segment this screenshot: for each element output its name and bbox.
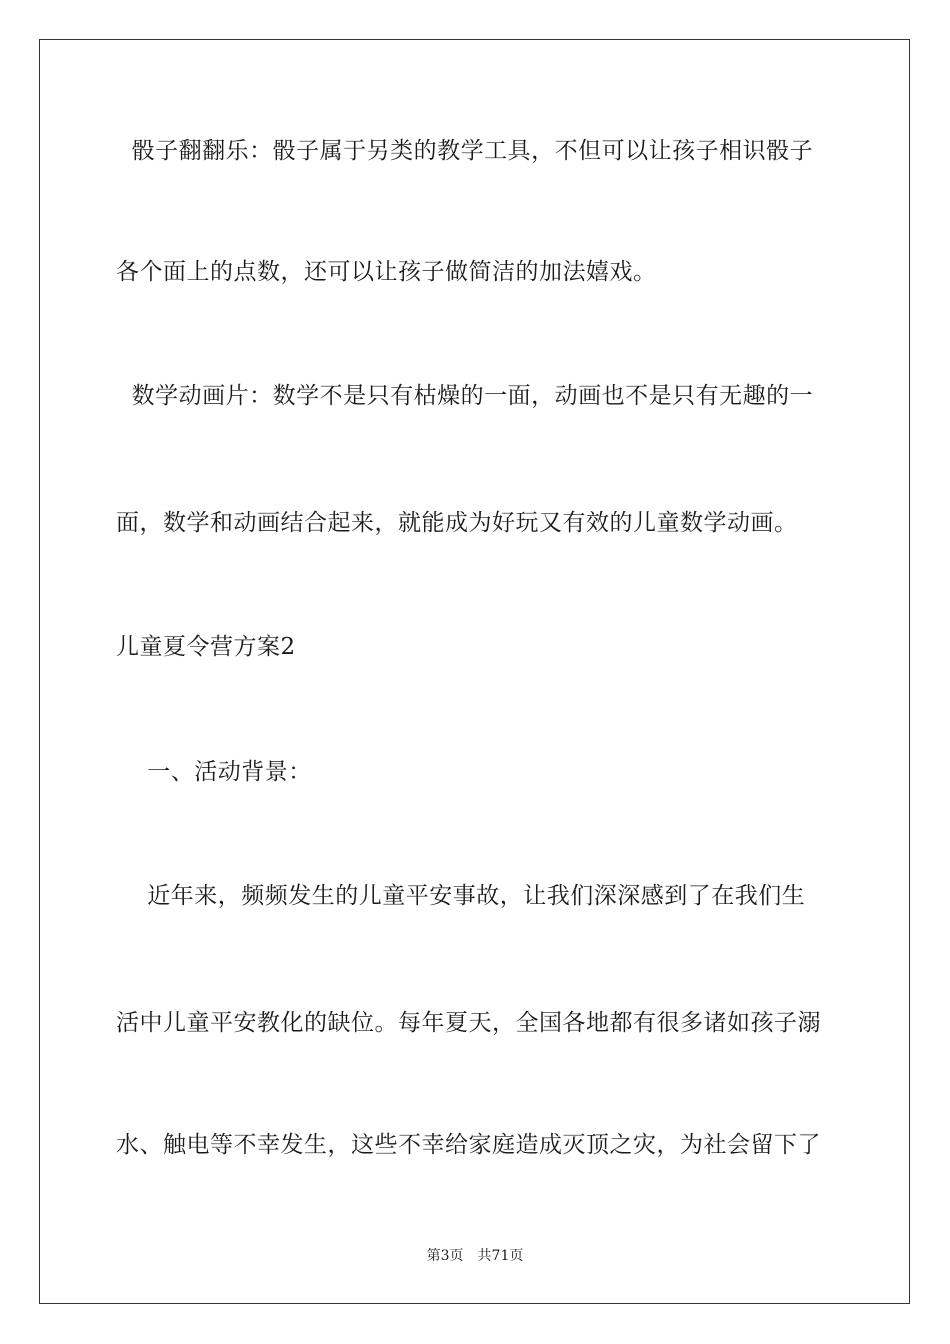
paragraph-line: 骰子翻翻乐：骰子属于另类的教学工具，不但可以让孩子相识骰子 [116,138,814,164]
paragraph-line: 面，数学和动画结合起来，就能成为好玩又有效的儿童数学动画。 [116,510,798,536]
page-border [39,39,910,1304]
paragraph-line: 活中儿童平安教化的缺位。每年夏天，全国各地都有很多诸如孩子溺 [116,1010,821,1036]
page-footer [0,1247,950,1265]
page-number: 第3页 [426,1248,464,1264]
paragraph-line: 数学动画片：数学不是只有枯燥的一面，动画也不是只有无趣的一 [116,383,814,409]
paragraph-line: 各个面上的点数，还可以让孩子做简洁的加法嬉戏。 [116,259,657,285]
paragraph-line: 水、触电等不幸发生，这些不幸给家庭造成灭顶之灾，为社会留下了 [116,1132,821,1158]
paragraph-line: 近年来，频频发生的儿童平安事故，让我们深深感到了在我们生 [116,883,806,909]
page-total: 共71页 [477,1248,524,1264]
section-heading: 儿童夏令营方案2 [116,634,296,660]
subsection-heading: 一、活动背景： [116,759,312,785]
